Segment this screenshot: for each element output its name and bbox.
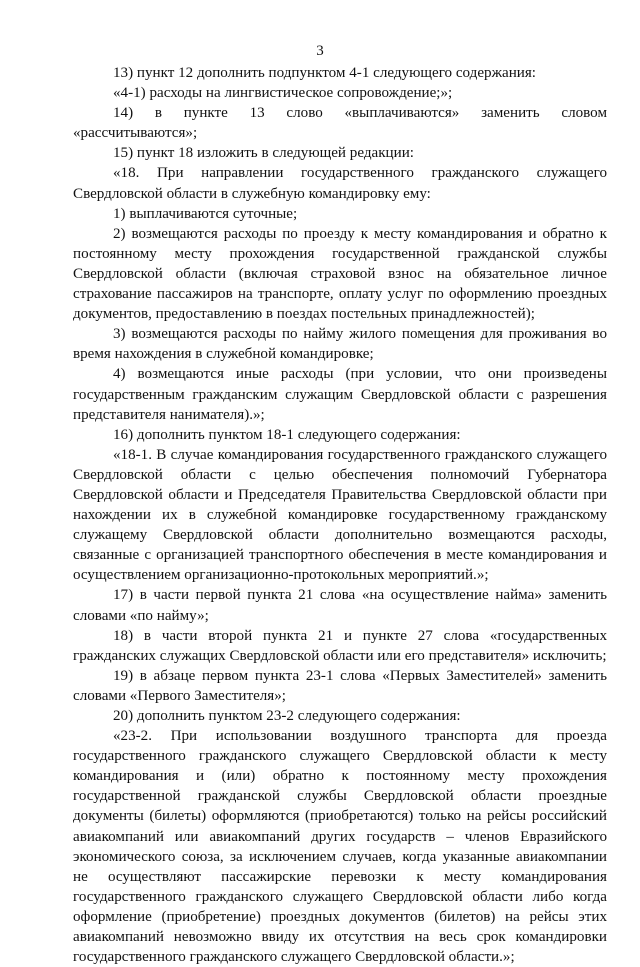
paragraph-item-19: 19) в абзаце первом пункта 23-1 слова «Первых Заместителей» заменить словами «Первого Заместителя»; xyxy=(73,667,607,704)
paragraph-item-17: 17) в части первой пункта 21 слова «на осуществление найма» заменить словами «по найму»; xyxy=(73,587,607,624)
document-body xyxy=(73,63,607,967)
paragraph-point-18-1: «18-1. В случае командирования государственного гражданского служащего Свердловской области с целью обеспечения полномочий Губернатора Свердловской области и Председателя Правительства Свердловской области при нахождении их в служебной командировке государственному гражданскому служащему Свердловской области дополнительно возмещаются расходы, связанные с организацией транспортного обеспечения в месте командирования и осуществлением организационно-протокольных мероприятий.»; xyxy=(73,446,607,584)
paragraph-point-18: «18. При направлении государственного гражданского служащего Свердловской области в служебную командировку ему: xyxy=(73,165,607,202)
paragraph-point-18-sub-2: 2) возмещаются расходы по проезду к месту командирования и обратно к постоянному месту прохождения государственной гражданской службы Свердловской области (включая страховой взнос на обязательное личное страхование пассажиров на транспорте, оплату услуг по оформлению проездных документов, предоставлению в поездах постельных принадлежностей); xyxy=(73,225,607,323)
paragraph-subitem-4-1: «4-1) расходы на лингвистическое сопровождение;»; xyxy=(113,85,453,102)
page-number: 3 xyxy=(316,43,324,59)
paragraph-point-18-sub-1: 1) выплачиваются суточные; xyxy=(113,205,298,222)
paragraph-item-20: 20) дополнить пунктом 23-2 следующего содержания: xyxy=(113,708,461,724)
paragraph-point-18-sub-3: 3) возмещаются расходы по найму жилого помещения для проживания во время нахождения в служебной командировке; xyxy=(73,326,607,363)
paragraph-item-16: 16) дополнить пунктом 18-1 следующего содержания: xyxy=(113,426,461,443)
paragraph-point-23-2: «23-2. При использовании воздушного транспорта для проезда государственного гражданского служащего Свердловской области к месту командирования и (или) обратно к постоянному месту прохождения государственной гражданской службы Свердловской области проездные документы (билеты) оформляются (приобретаются) только на рейсы российский авиакомпаний или авиакомпаний других государств – членов Евразийского экономического союза, за исключением случаев, когда указанные авиакомпании не осуществляют пассажирские перевозки к месту командирования государственного гражданского служащего Свердловской области либо когда оформление (приобретение) проездных документов (билетов) на рейсы этих авиакомпаний невозможно ввиду их отсутствия на весь срок командировки государственного гражданского служащего Свердловской области.»; xyxy=(73,728,607,966)
paragraph-point-18-sub-4: 4) возмещаются иные расходы (при условии, что они произведены государственным гражданским служащим Свердловской области с разрешения представителя нанимателя).»; xyxy=(73,366,607,423)
paragraph-item-14: 14) в пункте 13 слово «выплачиваются» заменить словом «рассчитываются»; xyxy=(73,105,607,142)
paragraph-item-15: 15) пункт 18 изложить в следующей редакции: xyxy=(113,145,414,162)
paragraph-item-18: 18) в части второй пункта 21 и пункте 27 слова «государственных гражданских служащих Свердловской области или его представителя» исключить; xyxy=(73,627,607,664)
paragraph-item-13: 13) пункт 12 дополнить подпунктом 4-1 следующего содержания: xyxy=(113,65,536,81)
